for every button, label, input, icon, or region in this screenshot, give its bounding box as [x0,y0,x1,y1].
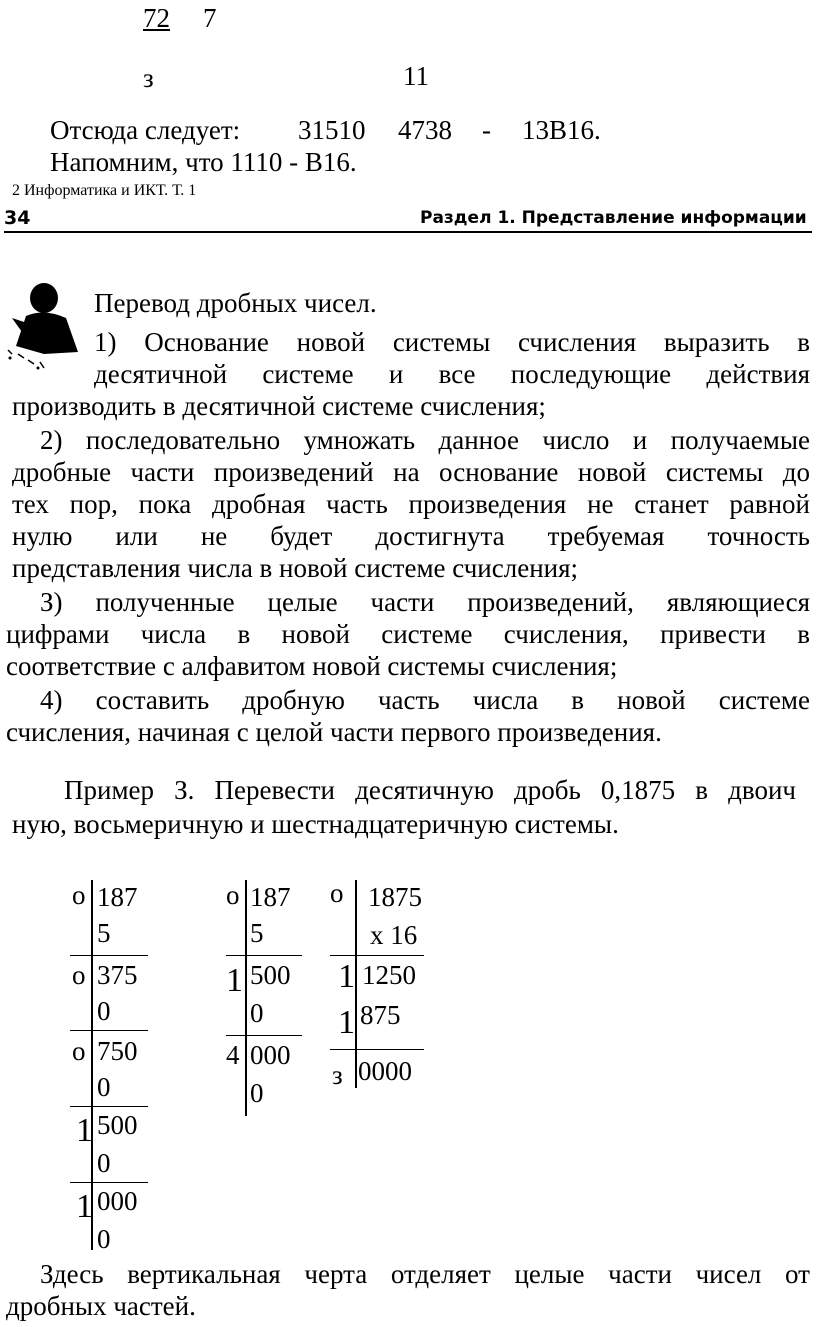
table-frac-cell: 375 [97,960,138,990]
octal-vertical-line [245,880,247,1116]
table-frac-cell: 187 [250,882,291,912]
table-frac-cell: 0 [250,1078,264,1108]
table-int-cell: о [72,880,86,910]
table-int-cell: 1 [338,958,355,995]
table-int-cell: 1 [76,1112,93,1149]
section-title: Раздел 1. Представление информации [420,208,807,228]
binary-row-divider [70,955,148,956]
student-writing-icon [4,280,84,372]
step3-line1: З) полученные целые части произведений, являющиеся [40,587,810,617]
table-frac-cell: 0 [97,996,111,1026]
step3-line2: цифрами числа в новой системе счисления, привести в [6,619,810,649]
header-rule [4,231,812,233]
step1-line1: 1) Основание новой системы счисления выразить в [94,327,810,357]
table-frac-cell: 0 [97,1224,111,1254]
table-int-cell: о [330,878,344,908]
table-frac-cell: 0 [250,998,264,1028]
table-int-cell: 1 [338,1004,355,1041]
table-frac-cell: 750 [97,1036,138,1066]
table-frac-cell: 500 [97,1110,138,1140]
step1-line3: производить в десятичной системе счисления; [12,391,546,421]
follows-label: Отсюда следует: [50,115,241,145]
table-int-cell: о [72,960,86,990]
step2-line1: 2) последовательно умножать данное число и получаемые [40,425,810,455]
table-frac-cell: 1875 [368,882,422,912]
fraction-denominator: з [143,63,154,93]
rule-title: Перевод дробных чисел. [94,288,377,318]
table-frac-cell: 5 [97,918,111,948]
table-int-cell: 1 [76,1188,93,1225]
binary-row-divider [70,1030,148,1031]
conclusion-line1: Здесь вертикальная черта отделяет целые части чисел от [40,1259,810,1289]
table-frac-cell: 5 [250,918,264,948]
step2-line5: представления числа в новой системе счисления; [12,553,579,583]
table-frac-cell: 0 [97,1148,111,1178]
step2-line2: дробные части произведений на основание новой системы до [12,457,810,487]
footer-note: 2 Информатика и ИКТ. Т. 1 [12,182,197,199]
step2-line3: тех пор, пока дробная часть произведения не станет равной [12,489,810,519]
step2-line4: нулю или не будет достигнута требуемая точность [12,521,810,551]
table-frac-cell: 0 [97,1072,111,1102]
recall-line: Напомним, что 1110 - B16. [50,147,357,177]
table-int-cell: з [332,1060,343,1090]
table-int-cell: о [226,880,240,910]
table-frac-cell: 1250 [362,960,416,990]
table-int-cell: 4 [226,1040,240,1070]
table-frac-cell: x 16 [370,920,418,950]
table-int-cell: о [72,1036,86,1066]
step3-line3: соответствие с алфавитом новой системы счисления; [6,651,618,681]
octal-row-divider [226,1035,302,1036]
conclusion-line2: дробных частей. [6,1291,196,1321]
table-frac-cell: 000 [97,1186,138,1216]
follows-value-b: 4738 [398,115,452,145]
step4-line2: счисления, начиная с целой части первого произведения. [6,717,662,747]
follows-dash: - [482,115,491,145]
binary-row-divider [70,1106,148,1107]
fraction-side-digit: 7 [203,3,217,33]
table-frac-cell: 875 [360,1000,401,1030]
result-number: 11 [403,61,429,91]
step4-line1: 4) составить дробную часть числа в новой системе [40,685,810,715]
follows-value-c: 13B16. [522,115,601,145]
step1-line2: десятичной системе и все последующие действия [94,359,810,389]
page-number: 34 [4,207,31,229]
hex-vertical-line [355,880,357,1088]
table-frac-cell: 000 [250,1040,291,1070]
table-int-cell: 1 [226,962,243,999]
follows-value-a: 31510 [298,115,366,145]
hex-row-divider [330,1049,424,1050]
table-frac-cell: 187 [97,882,138,912]
fraction-numerator: 72 [143,3,170,33]
hex-row-divider [330,955,424,956]
octal-row-divider [226,955,302,956]
table-frac-cell: 0000 [358,1056,412,1086]
example-line2: ную, восьмеричную и шестнадцатеричную системы. [12,809,619,839]
table-frac-cell: 500 [250,960,291,990]
example-line1: Пример З. Перевести десятичную дробь 0,1875 в двоич [64,775,796,805]
binary-row-divider [70,1182,148,1183]
